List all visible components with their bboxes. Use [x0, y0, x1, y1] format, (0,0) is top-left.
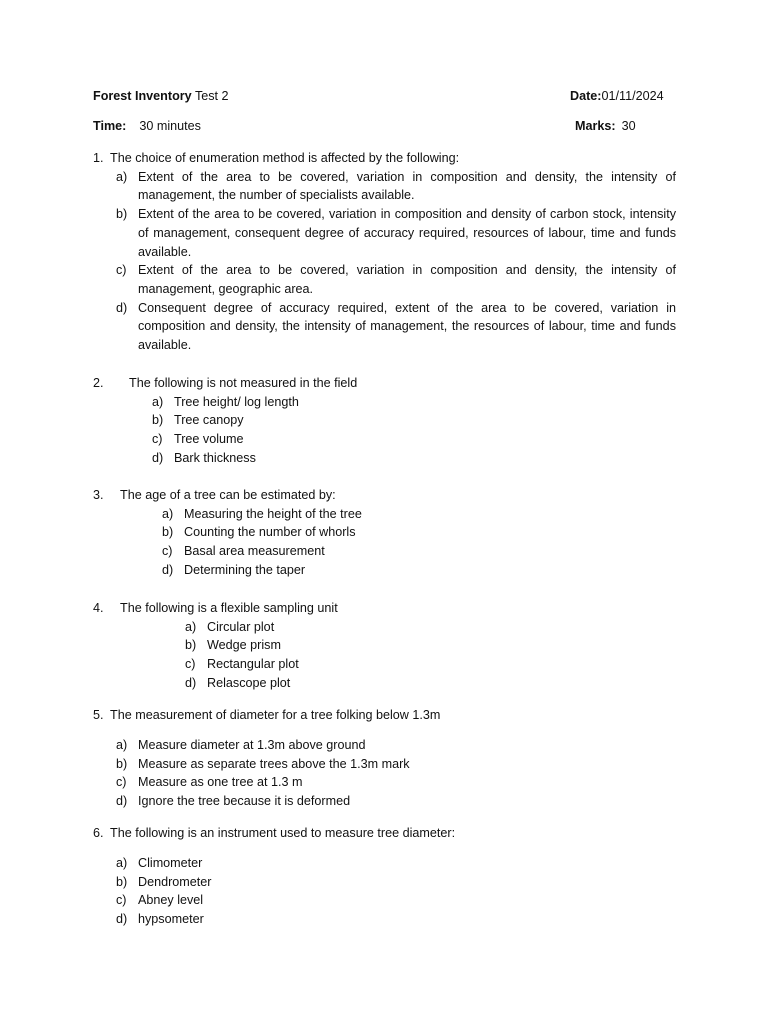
- option-d: [116, 792, 566, 811]
- option-b: [116, 205, 676, 261]
- option-letter: c): [152, 432, 163, 447]
- option-text: Climometer: [138, 856, 203, 870]
- option-list: [185, 618, 585, 693]
- option-text: Determining the taper: [184, 562, 306, 577]
- option-letter: d): [185, 675, 197, 690]
- question-text: The age of a tree can be estimated by:: [120, 488, 336, 502]
- option-text: Measure as separate trees above the 1.3m mark: [138, 756, 410, 771]
- option-a: [185, 618, 585, 637]
- date-label: Date:: [570, 89, 602, 103]
- time-value: 30 minutes: [139, 119, 201, 133]
- option-c: [152, 430, 552, 449]
- option-a: [116, 168, 676, 205]
- option-text: Extent of the area to be covered, variation in composition and density, the intensity of management, geographic area.: [138, 263, 676, 296]
- option-letter: a): [152, 394, 164, 409]
- option-letter: b): [162, 525, 174, 540]
- option-letter: a): [116, 738, 128, 752]
- option-b: [185, 636, 585, 655]
- option-letter: b): [185, 638, 197, 653]
- option-letter: b): [116, 874, 128, 889]
- marks-label: Marks:: [575, 119, 616, 133]
- option-letter: c): [116, 893, 127, 908]
- option-b: [116, 755, 566, 774]
- option-d: [116, 299, 676, 355]
- option-list: [152, 393, 552, 468]
- option-c: [116, 773, 566, 792]
- option-list: [116, 854, 516, 929]
- option-text: Extent of the area to be covered, variation in composition and density, the intensity of management, the number of specialists available.: [138, 169, 676, 203]
- option-letter: d): [116, 300, 128, 315]
- option-text: Basal area measurement: [184, 544, 325, 559]
- option-letter: c): [116, 263, 127, 278]
- question-text: The following is a flexible sampling unit: [120, 601, 338, 615]
- question-text: The choice of enumeration method is affected by the following:: [110, 151, 460, 165]
- option-text: Abney level: [138, 893, 204, 908]
- option-letter: a): [116, 856, 128, 870]
- option-text: Circular plot: [207, 619, 275, 634]
- test-duration: [93, 117, 201, 136]
- option-text: Wedge prism: [207, 638, 281, 653]
- question-number: 2.: [93, 376, 104, 390]
- course-name: Forest Inventory: [93, 89, 192, 103]
- option-c: [162, 542, 562, 561]
- question-number: 6.: [93, 826, 104, 840]
- option-letter: c): [185, 657, 196, 672]
- option-text: Consequent degree of accuracy required, extent of the area to be covered, variation in composition and density, the intensity of management, the resources of labour, time and funds available.: [138, 300, 676, 353]
- option-c: [185, 655, 585, 674]
- option-letter: b): [152, 413, 164, 428]
- option-list: [162, 505, 562, 580]
- option-text: Tree height/ log length: [174, 394, 299, 409]
- time-label: Time:: [93, 119, 127, 133]
- option-d: [185, 674, 585, 693]
- option-text: hypsometer: [138, 912, 204, 927]
- option-a: [116, 736, 566, 755]
- question-number: 3.: [93, 488, 104, 502]
- option-letter: a): [116, 169, 128, 184]
- option-text: Measure diameter at 1.3m above ground: [138, 738, 366, 752]
- option-text: Extent of the area to be covered, variation in composition and density of carbon stock, intensity of management, consequent degree of accuracy required, resources of labour, time and funds available.: [138, 207, 676, 259]
- option-text: Rectangular plot: [207, 657, 299, 672]
- option-list: [116, 168, 676, 355]
- question-number: 4.: [93, 601, 104, 615]
- test-date: [570, 87, 664, 106]
- option-a: [152, 393, 552, 412]
- option-text: Dendrometer: [138, 874, 212, 889]
- option-text: Tree volume: [174, 432, 244, 447]
- option-text: Measure as one tree at 1.3 m: [138, 775, 303, 790]
- question-number: 5.: [93, 708, 104, 722]
- option-letter: d): [162, 562, 174, 577]
- option-d: [162, 561, 562, 580]
- option-c: [116, 261, 676, 298]
- option-letter: b): [116, 207, 128, 222]
- option-b: [152, 411, 552, 430]
- option-b: [162, 523, 562, 542]
- question-text: The following is an instrument used to measure tree diameter:: [110, 826, 456, 840]
- date-value: 01/11/2024: [601, 89, 664, 103]
- option-letter: a): [162, 506, 174, 521]
- option-text: Tree canopy: [174, 413, 244, 428]
- option-a: [116, 854, 516, 873]
- question-number: 1.: [93, 151, 104, 165]
- question-text: The measurement of diameter for a tree folking below 1.3m: [110, 708, 441, 722]
- option-d: [152, 449, 552, 468]
- option-b: [116, 873, 516, 892]
- option-letter: c): [116, 775, 127, 790]
- option-a: [162, 505, 562, 524]
- option-text: Counting the number of whorls: [184, 525, 356, 540]
- option-text: Bark thickness: [174, 450, 256, 465]
- option-c: [116, 891, 516, 910]
- option-letter: c): [162, 544, 173, 559]
- option-list: [116, 736, 566, 811]
- option-letter: a): [185, 619, 197, 634]
- test-name: Test 2: [191, 89, 229, 103]
- test-marks: [575, 117, 636, 136]
- option-text: Ignore the tree because it is deformed: [138, 794, 351, 809]
- option-letter: d): [116, 794, 128, 809]
- option-letter: d): [152, 450, 164, 465]
- marks-value: 30: [621, 119, 636, 133]
- question-text: The following is not measured in the field: [129, 376, 358, 390]
- option-d: [116, 910, 516, 929]
- option-text: Measuring the height of the tree: [184, 506, 362, 521]
- option-text: Relascope plot: [207, 675, 291, 690]
- option-letter: d): [116, 912, 128, 927]
- option-letter: b): [116, 756, 128, 771]
- test-title: [93, 87, 229, 106]
